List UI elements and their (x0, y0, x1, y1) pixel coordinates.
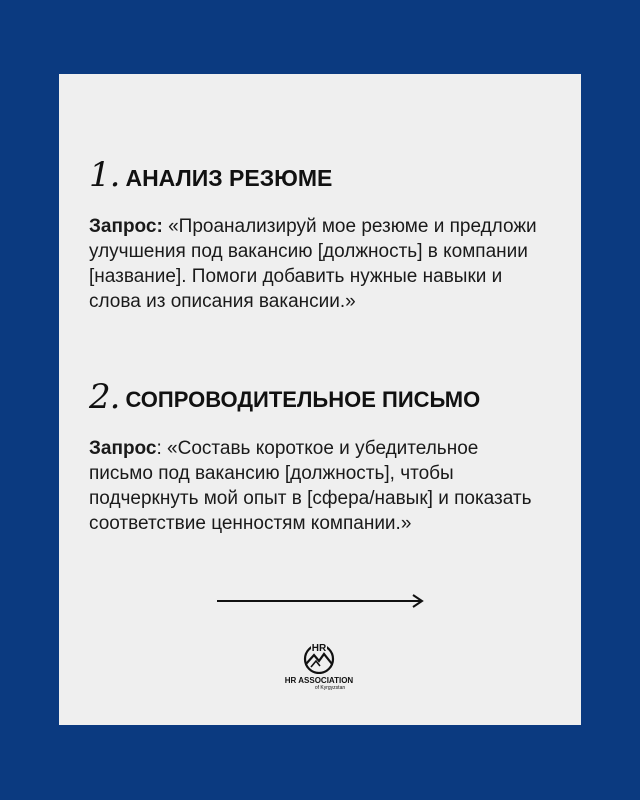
section-resume-analysis (89, 152, 549, 314)
request-text: «Проанализируй мое резюме и предложи улучшения под вакансию [должность] в компании [название]. Помоги добавить нужные навыки и слова из описания вакансии.» (89, 216, 537, 312)
request-text: : «Составь короткое и убедительное письмо под вакансию [должность], чтобы подчеркнуть мой опыт в [сфера/навык] и показать соответствие ценностям компании.» (89, 438, 532, 534)
hr-association-logo (279, 642, 359, 712)
section-heading (89, 152, 549, 195)
section-heading (89, 374, 549, 417)
logo-name: HR ASSOCIATION (284, 676, 354, 685)
content-card (59, 74, 581, 725)
section-number: 1. (89, 155, 120, 195)
request-label: Запрос (89, 438, 157, 459)
logo-mark: HR (311, 643, 327, 654)
section-body (89, 436, 539, 536)
section-body (89, 214, 539, 314)
logo-subtitle: of Kyrgyzstan (314, 685, 346, 691)
section-cover-letter (89, 374, 549, 536)
request-label: Запрос: (89, 216, 163, 237)
hr-mountain-icon (302, 642, 336, 674)
next-arrow-icon[interactable] (217, 593, 427, 609)
section-number: 2. (89, 377, 120, 417)
section-title: СОПРОВОДИТЕЛЬНОЕ ПИСЬМО (125, 387, 481, 412)
section-title: АНАЛИЗ РЕЗЮМЕ (125, 165, 333, 191)
